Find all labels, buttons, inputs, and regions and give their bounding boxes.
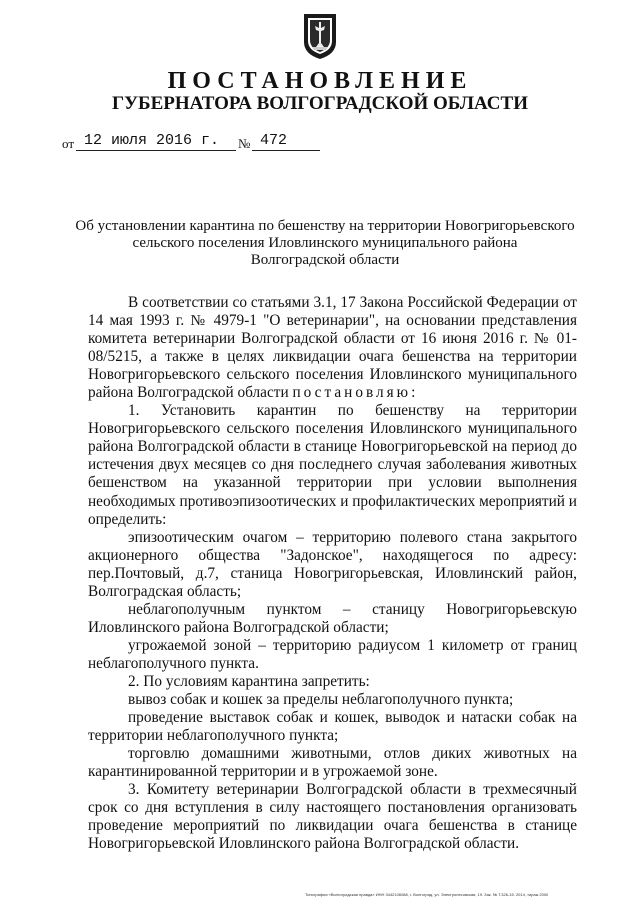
subject-line: Волгоградской области bbox=[250, 252, 400, 268]
clause-1-focus: эпизоотическим очагом – территорию полевого стана закрытого акционерного общества "Задонское", находящегося по адресу: пер.Почтовый, д.7, станица Новогригорьевская, Иловлинский район, Волгоградская область; bbox=[88, 528, 577, 600]
clause-2-exhibitions: проведение выставок собак и кошек, выводок и натаски собак на территории неблагополучного пункта; bbox=[88, 709, 577, 745]
document-date: 12 июля 2016 г. bbox=[76, 132, 236, 151]
clause-2: 2. По условиям карантина запретить: bbox=[128, 672, 370, 690]
document-title: ПОСТАНОВЛЕНИЕ bbox=[167, 68, 473, 94]
preamble-paragraph bbox=[88, 294, 577, 402]
clause-1-zone: угрожаемой зоной – территорию радиусом 1 километр от границ неблагополучного пункта. bbox=[88, 636, 577, 672]
clause-3: 3. Комитету ветеринарии Волгоградской области в трехмесячный срок со дня вступления в силу настоящего постановления организовать проведение мероприятий по ликвидации очага бешенства в станице Новогригорьевской Иловлинского района Волгоградской области. bbox=[88, 781, 577, 853]
number-label: № bbox=[238, 136, 251, 151]
document-body bbox=[88, 294, 577, 853]
subject-line: Об установлении карантина по бешенству на территории Новогригорьевского bbox=[75, 218, 575, 234]
clause-1-point: неблагополучным пунктом – станицу Новогригорьевскую Иловлинского района Волгоградской области; bbox=[88, 600, 577, 636]
date-from-label: от bbox=[62, 136, 75, 151]
preamble-text: В соответствии со статьями 3.1, 17 Закона Российской Федерации от 14 мая 1993 г. № 4979-1 "О ветеринарии", на основании представления комитета ветеринарии Волгоградской области от 16 июня 2016 г. № 01-08/5215, а также в целях ликвидации очага бешенства на территории Новогригорьевского сельского поселения Иловлинского муниципального района Волгоградской области bbox=[88, 294, 577, 402]
clause-1: 1. Установить карантин по бешенству на территории Новогригорьевского сельского поселения Иловлинского муниципального района Волгоградской области в станице Новогригорьевской на период до истечения двух месяцев со дня последнего случая заболевания животных бешенством на указанной территории при условии выполнения необходимых противоэпизоотических и профилактических мероприятий и определить: bbox=[88, 402, 577, 528]
document-subtitle: ГУБЕРНАТОРА ВОЛГОГРАДСКОЙ ОБЛАСТИ bbox=[112, 93, 528, 114]
printer-imprint: Типография «Волгоградская правда» ИНН 3442106088, г. Волгоград, ул. Электролесовская, 19. Зак. № Т.326-15. 2014, тираж 2000 bbox=[305, 892, 549, 897]
subject-line: сельского поселения Иловлинского муниципального района bbox=[132, 235, 518, 251]
clause-2-export: вывоз собак и кошек за пределы неблагополучного пункта; bbox=[128, 691, 514, 709]
clause-2-trade: торговлю домашними животными, отлов диких животных на карантинированной территории и в угрожаемой зоне. bbox=[88, 745, 577, 781]
document-subject bbox=[60, 218, 590, 269]
document-number: 472 bbox=[252, 132, 320, 151]
coat-of-arms-icon bbox=[302, 12, 338, 60]
decree-word: постановляю: bbox=[292, 384, 419, 402]
